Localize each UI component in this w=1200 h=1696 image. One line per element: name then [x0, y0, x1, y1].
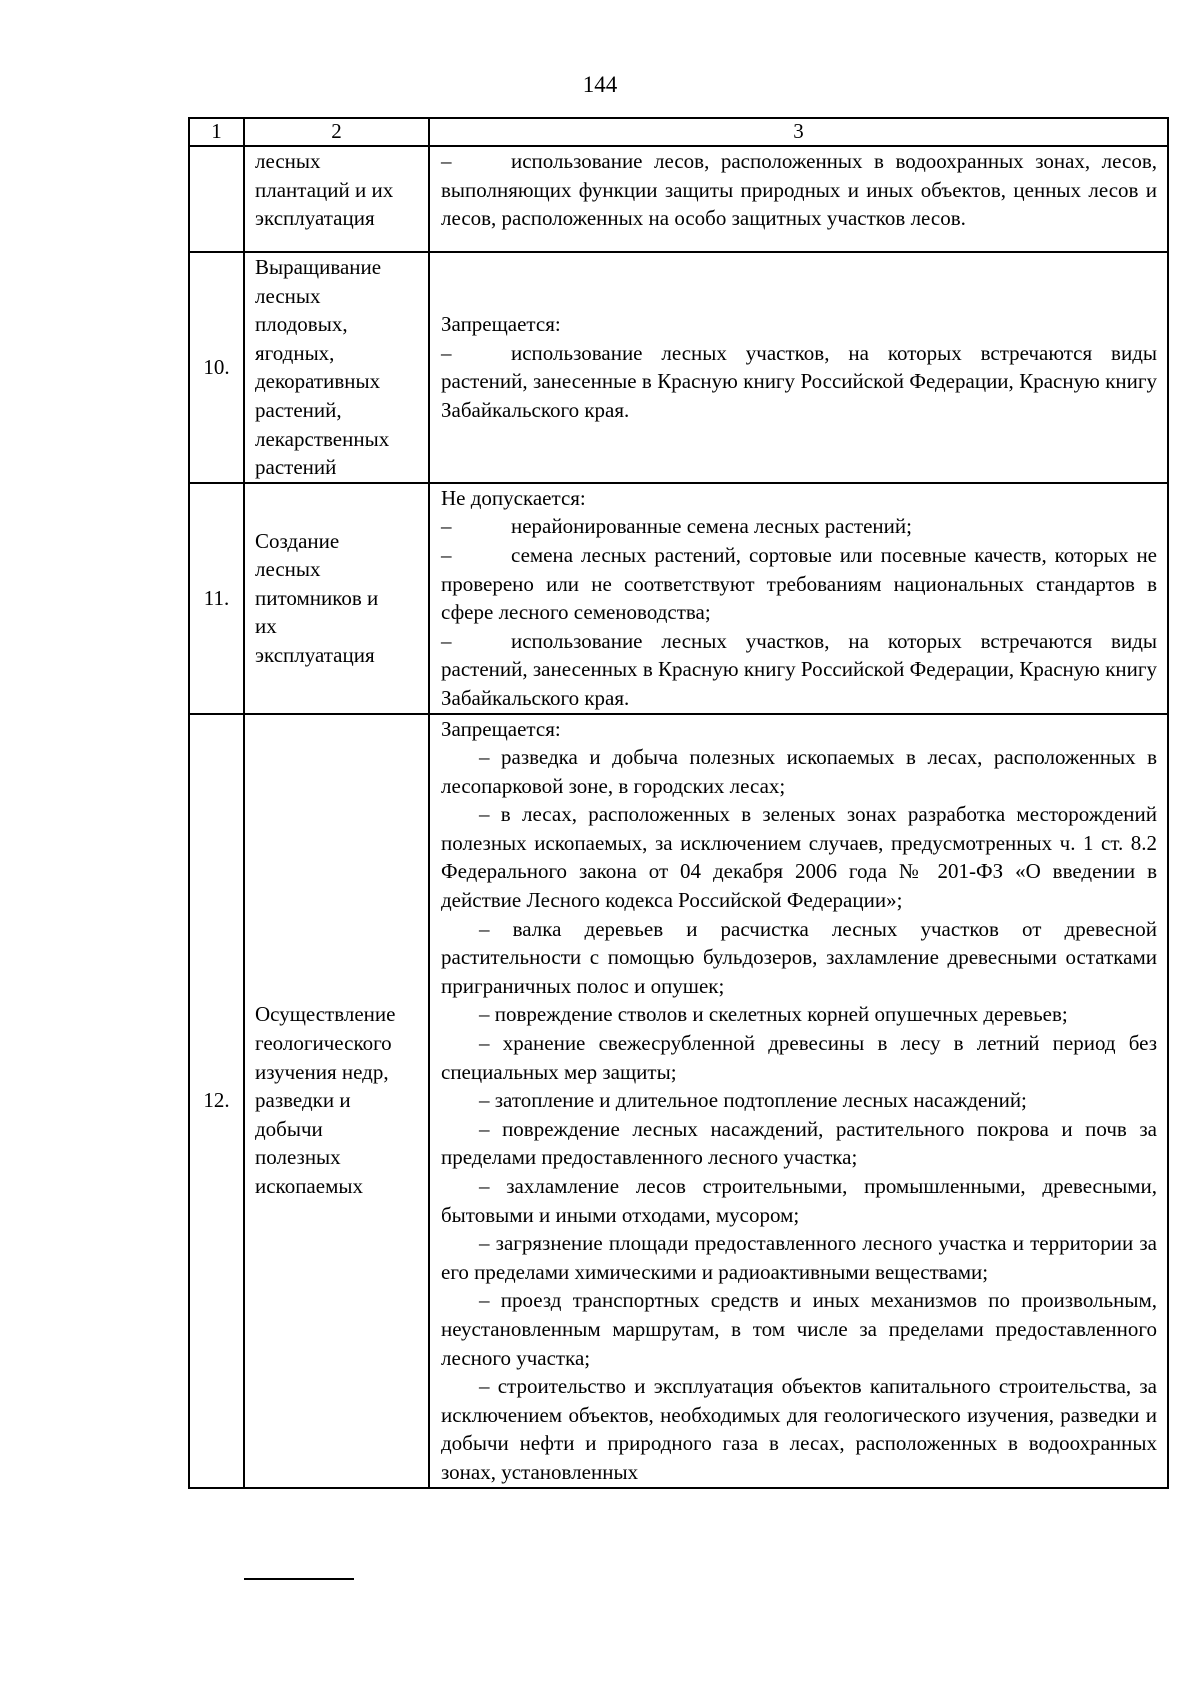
restriction-intro: Запрещается: — [441, 312, 561, 337]
activity-line: питомников и — [255, 585, 379, 610]
regulations-table — [188, 117, 1169, 1489]
activity-line: разведки и — [255, 1088, 351, 1113]
activity-line: декоративных — [255, 369, 381, 394]
activity-line: изучения недр, — [255, 1059, 389, 1084]
activity-line: лесных — [255, 557, 321, 582]
restriction-item: – повреждение лесных насаждений, растительного покрова и почв за пределами предоставленного лесного участка; — [441, 1116, 1157, 1170]
restriction-item: – повреждение стволов и скелетных корней опушечных деревьев; — [479, 1002, 1068, 1027]
restrictions-cell — [429, 483, 1168, 714]
restriction-item: – семена лесных растений, сортовые или посевные качеств, которых не проверено или не соответствуют требованиям национальных стандартов в сфере лесного семеноводства; — [441, 542, 1157, 625]
activity-line: лекарственных — [255, 426, 390, 451]
row-number: 10. — [189, 252, 244, 483]
activity-line: полезных — [255, 1145, 341, 1170]
activity-line: их — [255, 614, 277, 639]
restrictions-cell — [429, 714, 1168, 1488]
activity-line: Создание — [255, 528, 340, 553]
restriction-item: – использование лесных участков, на которых встречаются виды растений, занесенных в Красную книгу Российской Федерации, Красную книгу Забайкальского края. — [441, 628, 1157, 710]
restriction-item: – затопление и длительное подтопление лесных насаждений; — [479, 1088, 1027, 1113]
row-number — [189, 146, 244, 252]
restriction-item: – в лесах, расположенных в зеленых зонах разработка месторождений полезных ископаемых, за исключением случаев, предусмотренных ч. 1 ст. 8.2 Федерального закона от 04 декабря 2006 года № 201-ФЗ «О введении в действие Лесного кодекса Российской Федерации»; — [441, 802, 1157, 913]
activity-line: плодовых, — [255, 312, 348, 337]
restriction-item: – загрязнение площади предоставленного лесного участка и территории за его пределами химическими и радиоактивными веществами; — [441, 1231, 1157, 1284]
activity-line: лесных — [255, 283, 321, 308]
restriction-item: – нерайонированные семена лесных растений; — [441, 514, 912, 539]
activity-line: геологического — [255, 1031, 392, 1056]
activity-cell — [244, 252, 429, 483]
table-row-10 — [189, 252, 1168, 483]
row-number: 12. — [189, 714, 244, 1488]
restrictions-cell — [429, 146, 1168, 252]
activity-line: ягодных, — [255, 340, 335, 365]
activity-line: Осуществление — [255, 1002, 396, 1027]
activity-line: лесных — [255, 149, 321, 173]
restriction-intro: Запрещается: — [441, 716, 561, 741]
activity-line: растений — [255, 455, 337, 480]
table-bottom-rule — [244, 1578, 354, 1580]
page-number: 144 — [582, 72, 618, 97]
header-col-1: 1 — [189, 118, 244, 146]
header-col-3: 3 — [429, 118, 1168, 146]
restriction-item: – проезд транспортных средств и иных механизмов по произвольным, неустановленным маршрутам, в том числе за пределами предоставленного лесного участка; — [441, 1288, 1158, 1370]
activity-line: добычи — [255, 1116, 323, 1141]
restriction-item: – использование лесов, расположенных в водоохранных зонах, лесов, выполняющих функции защиты природных и иных объектов, ценных лесов и лесов, расположенных на особо защитных участков лесов. — [441, 149, 1157, 231]
activity-line: ископаемых — [255, 1174, 363, 1198]
restriction-item: – хранение свежесрубленной древесины в лесу в летний период без специальных мер защиты; — [441, 1031, 1158, 1084]
restriction-item: – валка деревьев и расчистка лесных участков от древесной растительности с помощью бульдозеров, захламление древесными остатками приграничных полос и опушек; — [441, 916, 1157, 998]
table-header-row — [189, 118, 1168, 146]
restriction-intro: Не допускается: — [441, 485, 586, 510]
restriction-item: – использование лесных участков, на которых встречаются виды растений, занесенные в Красную книгу Российской Федерации, Красную книгу Забайкальского края. — [441, 340, 1157, 422]
row-number: 11. — [189, 483, 244, 714]
activity-line: Выращивание — [255, 255, 382, 279]
activity-line: эксплуатация — [255, 643, 375, 668]
restriction-item: – строительство и эксплуатация объектов капитального строительства, за исключением объектов, необходимых для геологического изучения, разведки и добычи нефти и природного газа в лесах, расположенных в водоохранных зонах, установленных — [441, 1374, 1157, 1484]
restriction-item: – разведка и добыча полезных ископаемых в лесах, расположенных в лесопарковой зоне, в городских лесах; — [441, 745, 1158, 798]
activity-line: эксплуатация — [255, 206, 375, 231]
activity-cell — [244, 146, 429, 252]
restriction-item: – захламление лесов строительными, промышленными, древесными, бытовыми и иными отходами, мусором; — [441, 1174, 1157, 1227]
activity-line: растений, — [255, 397, 342, 422]
table-row-12 — [189, 714, 1168, 1488]
activity-cell — [244, 714, 429, 1488]
activity-line: плантаций и их — [255, 177, 394, 202]
header-col-2: 2 — [244, 118, 429, 146]
restrictions-cell — [429, 252, 1168, 483]
activity-cell — [244, 483, 429, 714]
table-row-11 — [189, 483, 1168, 714]
table-row-continuation — [189, 146, 1168, 252]
